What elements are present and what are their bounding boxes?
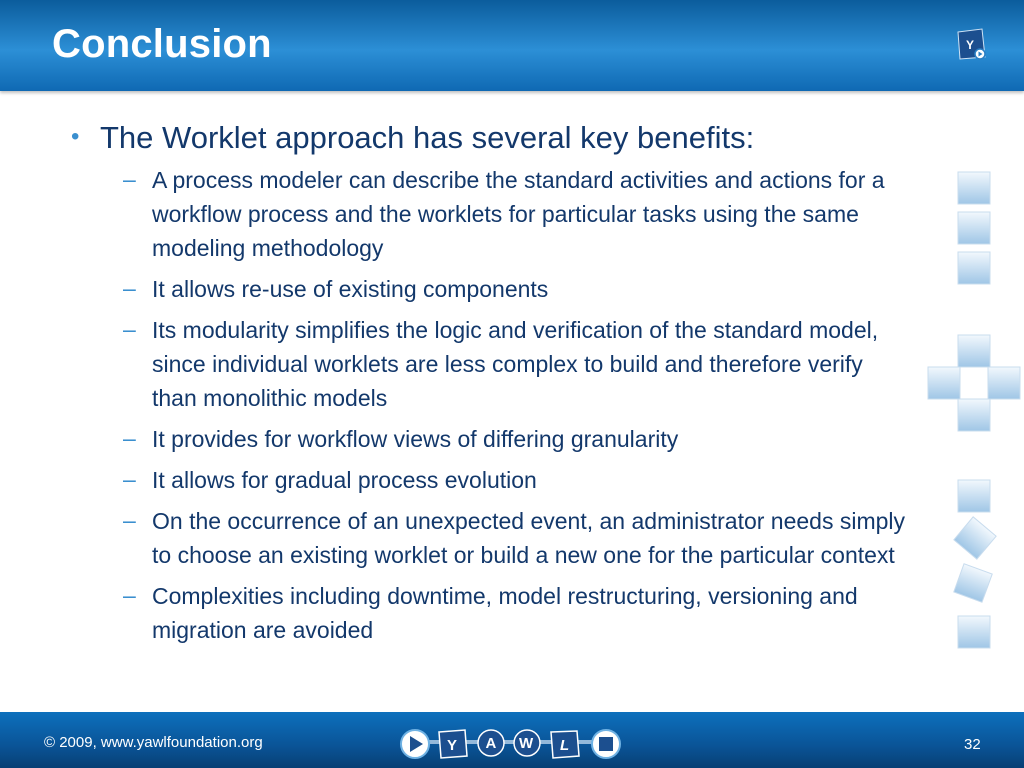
nav-letter-w-button[interactable] (514, 730, 540, 756)
deco-square (954, 517, 996, 559)
copyright-text: © 2009, www.yawlfoundation.org (44, 734, 263, 751)
nav-letter: W (519, 735, 534, 752)
nav-letter-l-button[interactable] (551, 731, 579, 758)
sub-bullet-text: A process modeler can describe the standard activities and actions for a workflow process and the worklets for particular tasks using the same modeling methodology (152, 167, 885, 261)
deco-square (958, 172, 990, 204)
sub-bullet-text: Its modularity simplifies the logic and verification of the standard model, since individual worklets are less complex to build and therefore verify than monolithic models (152, 317, 879, 411)
sub-bullet (68, 422, 913, 456)
deco-square (958, 335, 990, 367)
slide-title: Conclusion (52, 22, 272, 66)
sub-bullet (68, 313, 913, 415)
sub-bullet (68, 504, 913, 572)
deco-square (958, 399, 990, 431)
sub-bullet-text: It allows for gradual process evolution (152, 467, 537, 493)
deco-square (958, 212, 990, 244)
footer-bar (0, 712, 1024, 768)
stop-icon[interactable] (592, 730, 620, 758)
nav-letter-a-button[interactable] (478, 730, 504, 756)
dash-marker: – (123, 507, 136, 533)
yawl-nav-bar (397, 726, 625, 762)
deco-square (954, 564, 992, 602)
sub-bullet (68, 272, 913, 306)
sub-bullet (68, 163, 913, 265)
dash-marker: – (123, 275, 136, 301)
dash-marker: – (123, 166, 136, 192)
nav-letter: Y (447, 737, 458, 754)
play-icon[interactable] (401, 730, 429, 758)
decorative-squares (920, 160, 1024, 660)
yawl-logo-icon (955, 28, 989, 62)
main-bullet-text: The Worklet approach has several key benefits: (100, 120, 755, 155)
page-number: 32 (964, 736, 981, 753)
deco-square (958, 616, 990, 648)
dash-marker: – (123, 466, 136, 492)
nav-letter: A (485, 735, 497, 752)
dash-marker: – (123, 425, 136, 451)
slide-content (68, 118, 913, 654)
sub-bullet (68, 579, 913, 647)
sub-bullet-text: On the occurrence of an unexpected event, an administrator needs simply to choose an existing worklet or build a new one for the particular context (152, 508, 906, 568)
header-bar (0, 0, 1024, 91)
logo-letter: Y (966, 38, 975, 52)
bullet-marker: • (71, 123, 80, 150)
sub-bullet-text: It allows re-use of existing components (152, 276, 549, 302)
sub-bullet (68, 463, 913, 497)
main-bullet (68, 118, 913, 157)
sub-bullet-text: Complexities including downtime, model restructuring, versioning and migration are avoided (152, 583, 858, 643)
deco-square (988, 367, 1020, 399)
dash-marker: – (123, 316, 136, 342)
deco-square (958, 252, 990, 284)
dash-marker: – (123, 582, 136, 608)
deco-square (958, 480, 990, 512)
nav-letter-y-button[interactable] (439, 730, 467, 758)
nav-letter: L (560, 737, 570, 754)
sub-bullet-text: It provides for workflow views of differing granularity (152, 426, 679, 452)
deco-square (928, 367, 960, 399)
